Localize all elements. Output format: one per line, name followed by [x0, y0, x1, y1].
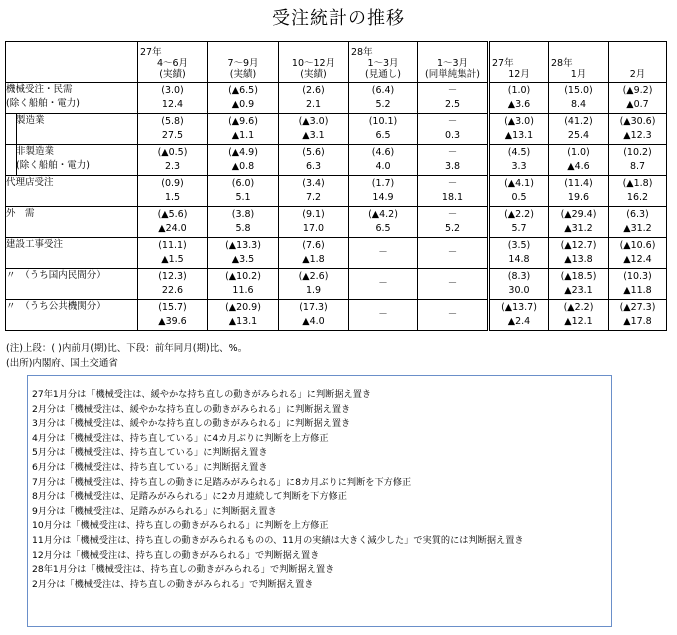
- value-prev-period: (▲4.1): [504, 178, 534, 189]
- value-yoy: 5.1: [235, 192, 251, 203]
- value-prev-period: (▲10.6): [619, 240, 656, 251]
- value-cell: [349, 207, 418, 238]
- value-yoy: 8.4: [570, 99, 587, 110]
- value-prev-period: (▲3.0): [298, 116, 329, 127]
- value-yoy: ▲4.0: [302, 316, 325, 327]
- value-prev-period: (12.3): [158, 271, 187, 282]
- value-cell: [279, 300, 349, 331]
- value-yoy: ▲3.1: [302, 130, 325, 141]
- value-yoy: ▲12.1: [564, 316, 593, 327]
- value-cell: [489, 300, 549, 331]
- value-cell: [489, 238, 549, 269]
- table-row: [6, 269, 667, 300]
- value-yoy: 5.8: [235, 223, 251, 234]
- value-prev-period: (▲4.2): [368, 209, 398, 220]
- header-col: 27年 4～6月 (実績): [138, 42, 208, 83]
- value-cell: [418, 300, 489, 331]
- row-label-line1: 非製造業: [16, 146, 55, 157]
- value-cell: [138, 207, 208, 238]
- value-prev-period: －: [447, 178, 458, 189]
- value-prev-period: (6.4): [371, 85, 395, 96]
- value-prev-period: (▲20.9): [225, 302, 261, 313]
- value-prev-period: (6.3): [626, 209, 649, 220]
- value-cell: [349, 83, 418, 114]
- value-cell: [138, 114, 208, 145]
- judgment-line: 27年1月分は「機械受注は、緩やかな持ち直しの動きがみられる」に判断据え置き: [32, 389, 372, 400]
- value-prev-period: (▲2.6): [298, 271, 329, 282]
- value-cell: [208, 114, 279, 145]
- value-yoy: ▲13.1: [228, 316, 258, 327]
- value-yoy: ▲1.1: [231, 130, 255, 141]
- note-line: (注)上段：( )内前月(期)比、下段：前年同月(期)比、%。: [6, 343, 248, 354]
- value-prev-period: (8.3): [507, 271, 531, 282]
- value-yoy: ▲4.6: [567, 161, 590, 172]
- value-cell: [138, 176, 208, 207]
- value-prev-period: (11.1): [158, 240, 187, 251]
- value-yoy: ▲0.8: [231, 161, 255, 172]
- value-yoy: 2.1: [305, 99, 322, 110]
- value-prev-period: (9.1): [302, 209, 325, 220]
- judgment-line: 11月分は「機械受注は、持ち直しの動きがみられるものの、11月の実績は大きく減少した」で実質的には判断据え置き: [32, 534, 524, 546]
- value-yoy: 8.7: [629, 161, 646, 172]
- value-yoy: 6.5: [375, 130, 391, 141]
- value-cell: [418, 145, 489, 176]
- value-cell: [609, 83, 667, 114]
- value-prev-period: (5.8): [161, 116, 184, 127]
- row-label-line2: (除く船舶・電力): [16, 160, 90, 171]
- judgment-line: 3月分は「機械受注は、緩やかな持ち直しの動きがみられる」に判断据え置き: [32, 418, 351, 430]
- value-cell: [489, 114, 549, 145]
- row-label: [6, 269, 138, 300]
- value-prev-period: (▲30.6): [619, 116, 656, 127]
- value-yoy: 14.9: [372, 192, 394, 203]
- value-cell: [609, 114, 667, 145]
- value-yoy: ▲13.1: [504, 130, 534, 141]
- value-prev-period: (4.5): [507, 147, 531, 158]
- row-label: [6, 238, 138, 269]
- judgment-line: 5月分は「機械受注は、持ち直している」に判断据え置き: [32, 447, 268, 459]
- value-prev-period: (▲13.7): [501, 302, 537, 313]
- value-cell: [279, 238, 349, 269]
- table-body: [6, 83, 667, 331]
- header-col: 1～3月 (同単純集計): [418, 42, 489, 83]
- value-cell: [279, 114, 349, 145]
- note-line: (出所)内閣府、国土交通省: [6, 358, 118, 369]
- value-prev-period: (▲10.2): [225, 271, 261, 282]
- header-label-cell: [6, 42, 138, 83]
- value-yoy: ▲0.7: [626, 99, 649, 110]
- row-label-line1: 外 需: [6, 208, 35, 219]
- value-prev-period: (▲0.5): [157, 147, 188, 158]
- value-yoy: ▲31.2: [623, 223, 652, 234]
- value-yoy: 25.4: [567, 130, 590, 141]
- value-prev-period: －: [447, 85, 458, 96]
- value-prev-period: (2.6): [302, 85, 325, 96]
- table-header-row: [6, 42, 667, 83]
- value-yoy: 17.0: [302, 223, 325, 234]
- value-yoy: ▲17.8: [623, 316, 652, 327]
- judgment-line: 2月分は「機械受注は、持ち直しの動きがみられる」で判断据え置き: [32, 578, 314, 590]
- value-yoy: 5.7: [511, 223, 527, 234]
- value-yoy: ▲1.5: [161, 254, 184, 265]
- value-prev-period: －: [447, 209, 458, 220]
- value-yoy: ▲2.4: [507, 316, 531, 327]
- value-cell: [349, 145, 418, 176]
- row-label: [6, 83, 138, 114]
- value-yoy: ▲3.5: [231, 254, 255, 265]
- value-cell: [609, 269, 667, 300]
- value-yoy: 6.5: [375, 223, 391, 234]
- row-label-line1: 〃 （うち公共機関分）: [6, 301, 106, 312]
- table-row: [6, 176, 667, 207]
- value-yoy: 11.6: [232, 285, 254, 296]
- row-label: [6, 114, 138, 145]
- value-prev-period: (▲5.6): [157, 209, 188, 220]
- value-cell: [489, 176, 549, 207]
- value-yoy: ▲12.3: [623, 130, 652, 141]
- value-cell: [208, 269, 279, 300]
- row-label-line1: 代理店受注: [6, 177, 54, 188]
- value-cell: [549, 300, 609, 331]
- judgment-line: 6月分は「機械受注は、持ち直している」に判断据え置き: [32, 461, 268, 473]
- value-yoy: 3.3: [511, 161, 527, 172]
- value-yoy: ▲23.1: [564, 285, 593, 296]
- value-cell: [279, 269, 349, 300]
- value-cell: [489, 269, 549, 300]
- value-yoy: ▲3.6: [507, 99, 531, 110]
- value-prev-period: (4.6): [371, 147, 395, 158]
- value-cell: [279, 176, 349, 207]
- table-row: [6, 114, 667, 145]
- value-prev-period: (0.9): [161, 178, 184, 189]
- row-label-line1: 建設工事受注: [6, 239, 64, 250]
- value-cell: [549, 114, 609, 145]
- value-prev-period: －: [378, 278, 388, 289]
- value-cell: [208, 300, 279, 331]
- value-prev-period: －: [447, 278, 458, 289]
- value-prev-period: (▲3.0): [504, 116, 534, 127]
- value-cell: [349, 238, 418, 269]
- value-prev-period: (▲6.5): [228, 85, 258, 96]
- value-prev-period: (10.3): [623, 271, 652, 282]
- value-yoy: ▲1.8: [302, 254, 325, 265]
- value-yoy: 0.3: [444, 130, 461, 141]
- value-yoy: ▲0.9: [231, 99, 255, 110]
- value-cell: [138, 300, 208, 331]
- row-label-line1: 機械受注・民需: [6, 84, 73, 95]
- table-row: [6, 207, 667, 238]
- value-prev-period: (6.0): [231, 178, 255, 189]
- value-prev-period: (▲12.7): [560, 240, 597, 251]
- value-yoy: ▲39.6: [158, 316, 187, 327]
- value-prev-period: (3.0): [161, 85, 184, 96]
- row-label: [6, 300, 138, 331]
- table-row: [6, 300, 667, 331]
- value-cell: [549, 145, 609, 176]
- value-prev-period: (3.5): [507, 240, 531, 251]
- value-yoy: 14.8: [508, 254, 530, 265]
- value-cell: [349, 176, 418, 207]
- value-cell: [138, 269, 208, 300]
- value-prev-period: (10.2): [623, 147, 652, 158]
- value-cell: [138, 83, 208, 114]
- value-cell: [349, 300, 418, 331]
- value-cell: [549, 238, 609, 269]
- value-yoy: 1.5: [164, 192, 181, 203]
- value-prev-period: (▲29.4): [560, 209, 597, 220]
- value-prev-period: －: [447, 116, 458, 127]
- value-prev-period: (7.6): [302, 240, 325, 251]
- value-prev-period: －: [447, 147, 458, 158]
- value-prev-period: (▲9.6): [228, 116, 258, 127]
- value-yoy: 12.4: [161, 99, 184, 110]
- judgment-line: 10月分は「機械受注は、持ち直しの動きがみられる」に判断を上方修正: [32, 520, 329, 532]
- value-prev-period: (1.7): [371, 178, 395, 189]
- value-cell: [609, 300, 667, 331]
- value-prev-period: (1.0): [507, 85, 531, 96]
- value-prev-period: (▲27.3): [619, 302, 656, 313]
- value-cell: [549, 176, 609, 207]
- value-yoy: 6.3: [305, 161, 322, 172]
- value-yoy: 27.5: [161, 130, 184, 141]
- value-cell: [549, 269, 609, 300]
- judgment-history-box: [27, 375, 612, 627]
- value-cell: [609, 176, 667, 207]
- row-label-line1: 〃 （うち国内民間分）: [6, 270, 106, 281]
- orders-table: [5, 41, 667, 331]
- value-cell: [208, 176, 279, 207]
- value-cell: [279, 83, 349, 114]
- table-row: [6, 238, 667, 269]
- value-prev-period: (15.7): [158, 302, 187, 313]
- value-cell: [349, 114, 418, 145]
- header-col: 10～12月 (実績): [279, 42, 349, 83]
- judgment-line: 9月分は「機械受注は、足踏みがみられる」に判断据え置き: [32, 505, 277, 517]
- value-yoy: 5.2: [444, 223, 461, 234]
- table-row: [6, 145, 667, 176]
- header-col: 7～9月 (実績): [208, 42, 279, 83]
- value-yoy: 3.8: [444, 161, 461, 172]
- value-cell: [549, 83, 609, 114]
- value-yoy: 0.5: [511, 192, 527, 203]
- judgment-line: 28年1月分は「機械受注は、持ち直しの動きがみられる」で判断据え置き: [32, 564, 335, 576]
- value-yoy: 7.2: [305, 192, 322, 203]
- value-yoy: 19.6: [567, 192, 590, 203]
- row-label: [6, 176, 138, 207]
- value-cell: [418, 207, 489, 238]
- value-yoy: 1.9: [305, 285, 322, 296]
- value-prev-period: －: [447, 309, 458, 320]
- value-cell: [279, 145, 349, 176]
- value-yoy: ▲12.4: [623, 254, 652, 265]
- value-yoy: 30.0: [508, 285, 530, 296]
- value-prev-period: (▲1.8): [622, 178, 653, 189]
- value-yoy: ▲11.8: [623, 285, 652, 296]
- value-cell: [609, 145, 667, 176]
- value-prev-period: (3.4): [302, 178, 325, 189]
- judgment-line: 7月分は「機械受注は、持ち直しの動きに足踏みがみられる」に8カ月ぶりに判断を下方修正: [32, 476, 412, 488]
- judgment-line: 2月分は「機械受注は、緩やかな持ち直しの動きがみられる」に判断据え置き: [32, 403, 351, 415]
- header-col: 2月: [609, 42, 667, 83]
- value-cell: [208, 83, 279, 114]
- value-prev-period: (▲9.2): [622, 85, 653, 96]
- header-col: 27年 12月: [489, 42, 549, 83]
- table-notes: [6, 341, 247, 371]
- value-cell: [208, 145, 279, 176]
- value-prev-period: (▲13.3): [225, 240, 261, 251]
- value-prev-period: －: [447, 247, 458, 258]
- value-cell: [138, 238, 208, 269]
- value-prev-period: (1.0): [567, 147, 590, 158]
- header-col: 28年 1～3月 (見通し): [349, 42, 418, 83]
- value-cell: [489, 83, 549, 114]
- value-prev-period: (▲2.2): [504, 209, 534, 220]
- value-yoy: ▲24.0: [158, 223, 187, 234]
- value-yoy: 18.1: [441, 192, 464, 203]
- judgment-line: 8月分は「機械受注は、足踏みがみられる」に2カ月連続して判断を下方修正: [32, 491, 347, 503]
- value-prev-period: (▲4.9): [228, 147, 258, 158]
- row-label-line1: 製造業: [16, 115, 45, 126]
- value-cell: [208, 238, 279, 269]
- page-title: 受注統計の推移: [272, 8, 405, 29]
- value-prev-period: (11.4): [564, 178, 593, 189]
- value-cell: [489, 207, 549, 238]
- value-prev-period: (▲18.5): [560, 271, 597, 282]
- value-cell: [549, 207, 609, 238]
- value-prev-period: (5.6): [302, 147, 325, 158]
- value-prev-period: －: [378, 309, 388, 320]
- value-cell: [138, 145, 208, 176]
- value-cell: [418, 176, 489, 207]
- value-yoy: ▲13.8: [564, 254, 593, 265]
- value-yoy: 4.0: [375, 161, 391, 172]
- table-row: [6, 83, 667, 114]
- value-prev-period: (15.0): [564, 85, 593, 96]
- value-cell: [208, 207, 279, 238]
- value-cell: [418, 269, 489, 300]
- value-cell: [609, 207, 667, 238]
- value-cell: [489, 145, 549, 176]
- row-label: [6, 207, 138, 238]
- value-cell: [279, 207, 349, 238]
- value-prev-period: (10.1): [368, 116, 398, 127]
- row-label-line2: (除く船舶・電力): [6, 98, 80, 109]
- value-prev-period: (41.2): [564, 116, 593, 127]
- value-prev-period: (3.8): [231, 209, 255, 220]
- value-cell: [418, 238, 489, 269]
- value-cell: [418, 114, 489, 145]
- header-col: 28年 1月: [549, 42, 609, 83]
- row-label: [6, 145, 138, 176]
- value-cell: [418, 83, 489, 114]
- value-yoy: 2.3: [164, 161, 181, 172]
- judgment-line: 12月分は「機械受注は、持ち直しの動きがみられる」で判断据え置き: [32, 549, 320, 561]
- value-yoy: 2.5: [444, 99, 461, 110]
- value-prev-period: (17.3): [299, 302, 328, 313]
- value-cell: [609, 238, 667, 269]
- value-yoy: 5.2: [375, 99, 391, 110]
- value-yoy: 16.2: [626, 192, 649, 203]
- judgment-line: 4月分は「機械受注は、持ち直している」に4カ月ぶりに判断を上方修正: [32, 432, 329, 444]
- value-prev-period: (▲2.2): [563, 302, 594, 313]
- value-prev-period: －: [378, 247, 388, 258]
- value-cell: [349, 269, 418, 300]
- value-yoy: ▲31.2: [564, 223, 593, 234]
- value-yoy: 22.6: [161, 285, 184, 296]
